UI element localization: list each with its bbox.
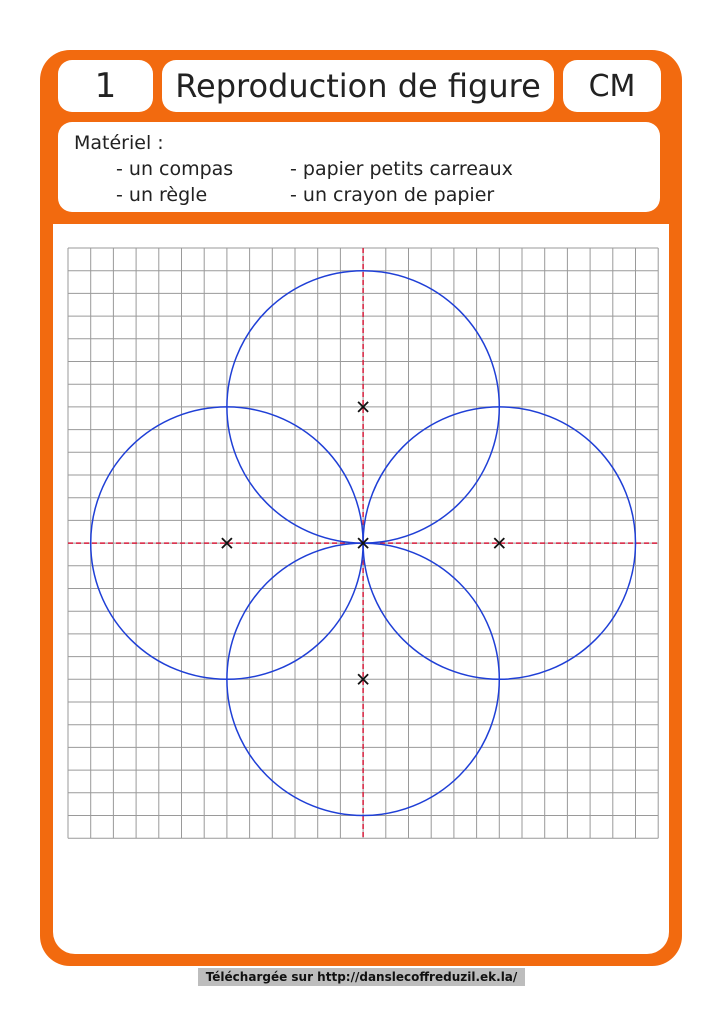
- material-item-ruler: - un règle: [116, 184, 208, 206]
- material-item-paper: - papier petits carreaux: [290, 158, 513, 180]
- material-item-compass: - un compas: [116, 158, 234, 180]
- card-number: 1: [58, 60, 153, 112]
- card-title: Reproduction de figure: [162, 60, 554, 112]
- download-footer: Téléchargée sur http://danslecoffreduzil.ek.la/: [198, 968, 525, 986]
- material-item-pencil: - un crayon de papier: [290, 184, 495, 206]
- level-badge: CM: [563, 60, 661, 112]
- material-label: Matériel :: [74, 132, 164, 154]
